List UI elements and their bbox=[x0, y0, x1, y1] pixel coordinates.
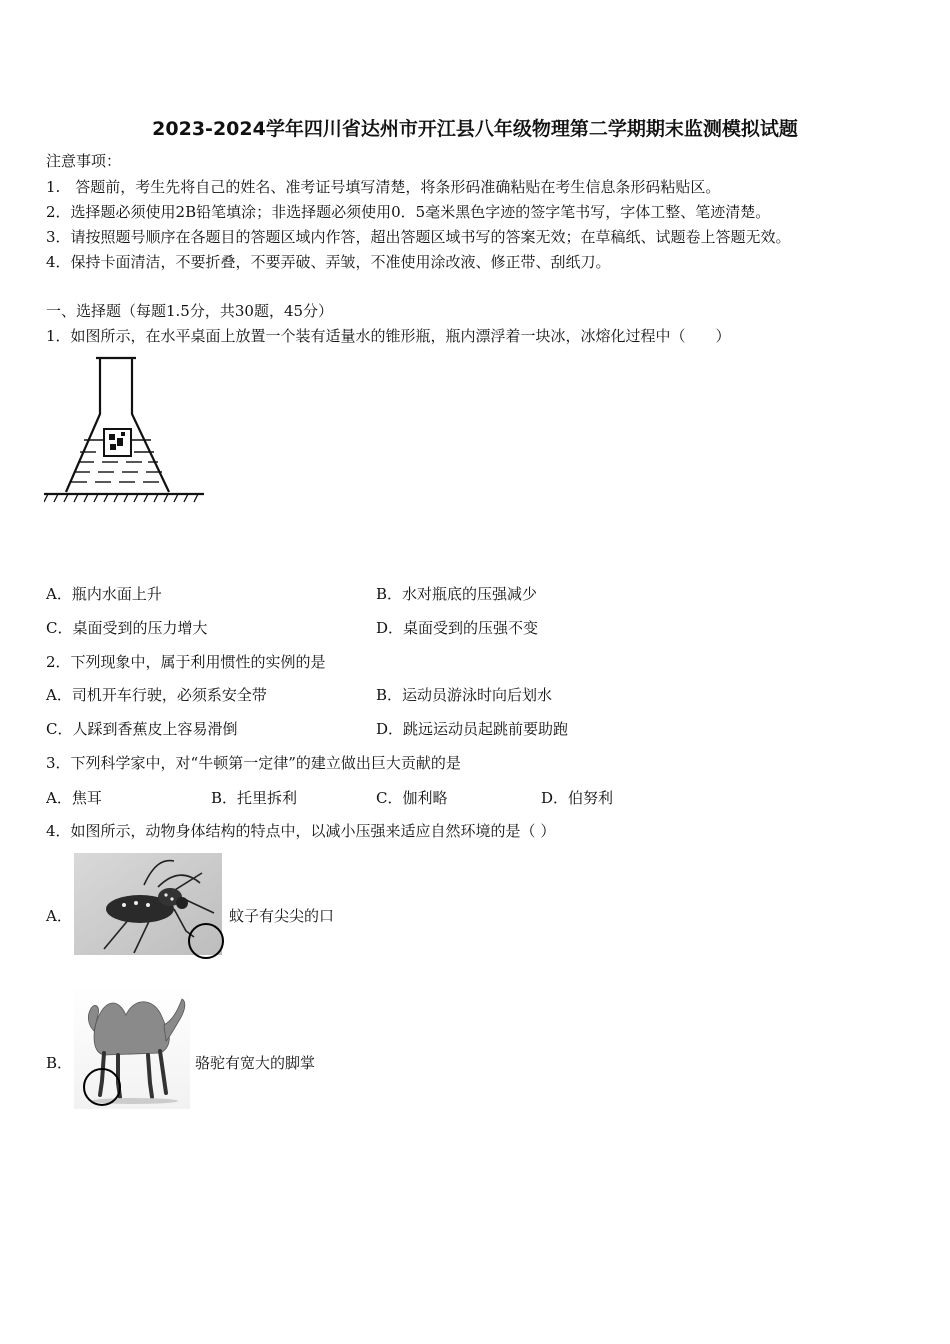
q2-option-d: D．跳远运动员起跳前要助跑 bbox=[376, 720, 569, 738]
q2-option-a: A．司机开车行驶，必须系安全带 bbox=[46, 686, 267, 704]
notice-heading: 注意事项： bbox=[46, 152, 122, 170]
q4-option-a-text: 蚊子有尖尖的口 bbox=[229, 907, 335, 925]
q2-option-c: C．人踩到香蕉皮上容易滑倒 bbox=[46, 720, 238, 738]
page-title: 2023-2024学年四川省达州市开江县八年级物理第二学期期末监测模拟试题 bbox=[152, 118, 798, 140]
ice-cube bbox=[104, 429, 131, 456]
q4-option-b-text: 骆驼有宽大的脚掌 bbox=[195, 1054, 316, 1072]
q1-option-d: D．桌面受到的压强不变 bbox=[376, 619, 539, 637]
q3-stem: 3．下列科学家中，对“牛顿第一定律”的建立做出巨大贡献的是 bbox=[46, 754, 461, 772]
q3-option-c: C．伽利略 bbox=[376, 789, 448, 807]
notice-item-4: 4．保持卡面清洁，不要折叠，不要弄破、弄皱，不准使用涂改液、修正带、刮纸刀。 bbox=[46, 253, 611, 271]
q4-stem: 4．如图所示，动物身体结构的特点中，以减小压强来适应自然环境的是（ ） bbox=[46, 822, 556, 840]
mosquito-photo bbox=[74, 853, 226, 959]
q1-option-a: A．瓶内水面上升 bbox=[46, 585, 162, 603]
q4-option-b-label: B． bbox=[46, 1054, 73, 1072]
q1-option-b: B．水对瓶底的压强减少 bbox=[376, 585, 538, 603]
q3-option-a: A．焦耳 bbox=[46, 789, 102, 807]
camel-photo bbox=[74, 985, 190, 1109]
q2-option-b: B．运动员游泳时向后划水 bbox=[376, 686, 553, 704]
q1-option-c: C．桌面受到的压力增大 bbox=[46, 619, 208, 637]
q4-option-a-label: A． bbox=[46, 907, 72, 925]
q2-stem: 2．下列现象中，属于利用惯性的实例的是 bbox=[46, 653, 326, 671]
section-heading: 一、选择题（每题1.5分，共30题，45分） bbox=[46, 302, 334, 320]
q1-stem: 1．如图所示，在水平桌面上放置一个装有适量水的锥形瓶，瓶内漂浮着一块冰，冰熔化过程中（ ） bbox=[46, 327, 731, 345]
q3-option-b: B．托里拆利 bbox=[211, 789, 298, 807]
notice-item-1: 1. 答题前，考生先将自己的姓名、准考证号填写清楚，将条形码准确粘贴在考生信息条形码粘贴区。 bbox=[46, 178, 721, 196]
notice-item-2: 2．选择题必须使用2B铅笔填涂；非选择题必须使用0．5毫米黑色字迹的签字笔书写，字体工整、笔迹清楚。 bbox=[46, 203, 771, 221]
notice-item-3: 3．请按照题号顺序在各题目的答题区域内作答，超出答题区域书写的答案无效；在草稿纸、试题卷上答题无效。 bbox=[46, 228, 791, 246]
flask-figure bbox=[44, 352, 206, 512]
q3-option-d: D．伯努利 bbox=[541, 789, 614, 807]
